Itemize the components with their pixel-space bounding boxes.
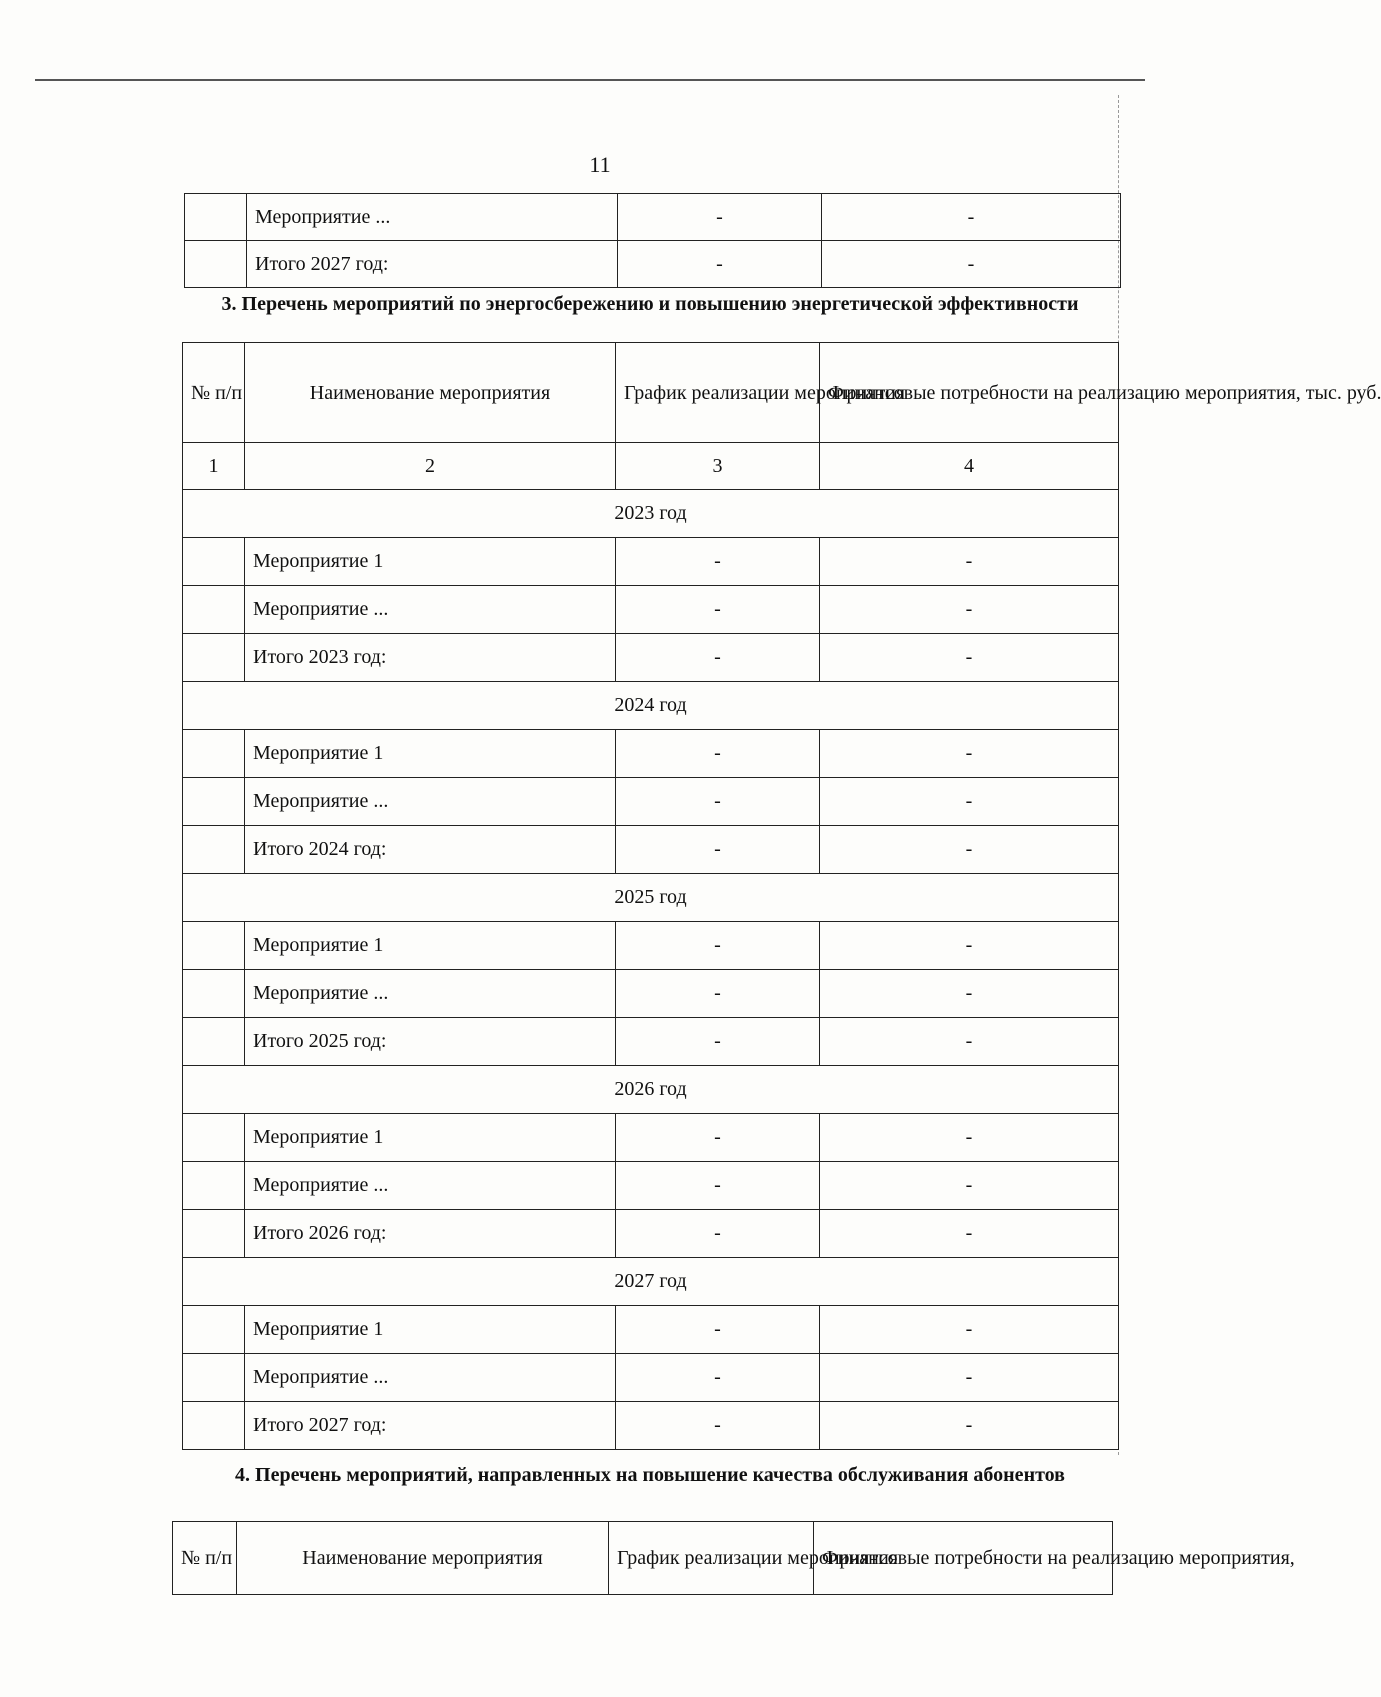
header-num: № п/п: [183, 343, 245, 443]
schedule-cell: -: [616, 922, 820, 970]
finance-cell: -: [820, 778, 1119, 826]
finance-cell: -: [820, 538, 1119, 586]
num-cell: [183, 1354, 245, 1402]
finance-cell: -: [820, 1114, 1119, 1162]
num-cell: [183, 1114, 245, 1162]
year-label: 2026 год: [183, 1066, 1119, 1114]
year-label: 2024 год: [183, 682, 1119, 730]
year-label: 2023 год: [183, 490, 1119, 538]
finance-cell: -: [820, 922, 1119, 970]
schedule-cell: -: [616, 1402, 820, 1450]
name-cell: Мероприятие 1: [245, 1114, 616, 1162]
header-finance: Финансовые потребности на реализацию мероприятия, тыс. руб.: [820, 343, 1119, 443]
name-cell: Итого 2026 год:: [245, 1210, 616, 1258]
table-row: [185, 194, 1121, 241]
schedule-cell: -: [616, 778, 820, 826]
schedule-cell: -: [616, 1354, 820, 1402]
name-cell: Мероприятие 1: [245, 1306, 616, 1354]
header-row: [183, 343, 1119, 443]
num-cell: [183, 1018, 245, 1066]
num-cell: [183, 1210, 245, 1258]
scan-top-line: [35, 79, 1145, 81]
name-cell: Итого 2023 год:: [245, 634, 616, 682]
col-number: 3: [616, 443, 820, 490]
table-row: [183, 1162, 1119, 1210]
schedule-cell: -: [618, 241, 822, 288]
header-schedule: График реализации мероприятия: [609, 1522, 814, 1595]
table-row: [185, 241, 1121, 288]
table-row: [183, 970, 1119, 1018]
schedule-cell: -: [618, 194, 822, 241]
finance-cell: -: [820, 730, 1119, 778]
schedule-cell: -: [616, 1018, 820, 1066]
schedule-cell: -: [616, 1114, 820, 1162]
year-row: [183, 682, 1119, 730]
finance-cell: -: [822, 241, 1121, 288]
num-cell: [183, 826, 245, 874]
num-cell: [183, 970, 245, 1018]
col-number: 2: [245, 443, 616, 490]
finance-cell: -: [820, 1210, 1119, 1258]
finance-cell: -: [820, 970, 1119, 1018]
name-cell: Мероприятие ...: [245, 970, 616, 1018]
name-cell: Мероприятие ...: [245, 586, 616, 634]
col-number: 4: [820, 443, 1119, 490]
year-row: [183, 490, 1119, 538]
schedule-cell: -: [616, 730, 820, 778]
continuation-table: [184, 193, 1121, 288]
num-cell: [183, 538, 245, 586]
header-name: Наименование мероприятия: [237, 1522, 609, 1595]
table-row: [183, 1018, 1119, 1066]
num-cell: [185, 241, 247, 288]
name-cell: Мероприятие 1: [245, 730, 616, 778]
year-row: [183, 1066, 1119, 1114]
year-label: 2027 год: [183, 1258, 1119, 1306]
table-row: [183, 1402, 1119, 1450]
num-cell: [183, 1306, 245, 1354]
table-row: [183, 1354, 1119, 1402]
table-row: [183, 922, 1119, 970]
schedule-cell: -: [616, 586, 820, 634]
finance-cell: -: [820, 586, 1119, 634]
col-number: 1: [183, 443, 245, 490]
name-cell: Итого 2025 год:: [245, 1018, 616, 1066]
num-cell: [183, 1162, 245, 1210]
table-row: [183, 1114, 1119, 1162]
num-cell: [183, 634, 245, 682]
section-4-table: [172, 1521, 1295, 1595]
finance-cell: -: [820, 1018, 1119, 1066]
finance-cell: -: [820, 1306, 1119, 1354]
column-number-row: [183, 443, 1119, 490]
schedule-cell: -: [616, 826, 820, 874]
year-row: [183, 874, 1119, 922]
num-cell: [183, 778, 245, 826]
name-cell: Мероприятие ...: [247, 194, 618, 241]
section-3-title: 3. Перечень мероприятий по энергосбережению и повышению энергетической эффективности: [221, 293, 1079, 315]
finance-cell: -: [820, 634, 1119, 682]
header-row: [173, 1522, 1113, 1595]
name-cell: Мероприятие ...: [245, 1162, 616, 1210]
num-cell: [183, 730, 245, 778]
name-cell: Итого 2027 год:: [245, 1402, 616, 1450]
name-cell: Мероприятие ...: [245, 778, 616, 826]
schedule-cell: -: [616, 970, 820, 1018]
table-row: [183, 1306, 1119, 1354]
table-row: [183, 826, 1119, 874]
year-row: [183, 1258, 1119, 1306]
finance-cell: -: [820, 826, 1119, 874]
table-row: [183, 778, 1119, 826]
schedule-cell: -: [616, 1306, 820, 1354]
schedule-cell: -: [616, 538, 820, 586]
num-cell: [183, 1402, 245, 1450]
header-finance: Финансовые потребности на реализацию мероприятия,: [814, 1522, 1113, 1595]
schedule-cell: -: [616, 1162, 820, 1210]
schedule-cell: -: [616, 1210, 820, 1258]
table-row: [183, 730, 1119, 778]
table-row: [183, 1210, 1119, 1258]
table-row: [183, 586, 1119, 634]
name-cell: Итого 2024 год:: [245, 826, 616, 874]
section-3-table: [182, 342, 1381, 1450]
finance-cell: -: [822, 194, 1121, 241]
num-cell: [183, 922, 245, 970]
name-cell: Мероприятие 1: [245, 922, 616, 970]
num-cell: [183, 586, 245, 634]
num-cell: [185, 194, 247, 241]
finance-cell: -: [820, 1354, 1119, 1402]
table-row: [183, 538, 1119, 586]
name-cell: Мероприятие 1: [245, 538, 616, 586]
page-number: 11: [589, 152, 611, 177]
year-label: 2025 год: [183, 874, 1119, 922]
finance-cell: -: [820, 1402, 1119, 1450]
header-name: Наименование мероприятия: [245, 343, 616, 443]
table-row: [183, 634, 1119, 682]
header-schedule: График реализации мероприятия: [616, 343, 820, 443]
finance-cell: -: [820, 1162, 1119, 1210]
name-cell: Итого 2027 год:: [247, 241, 618, 288]
name-cell: Мероприятие ...: [245, 1354, 616, 1402]
header-num: № п/п: [173, 1522, 237, 1595]
section-4-title: 4. Перечень мероприятий, направленных на повышение качества обслуживания абонентов: [235, 1464, 1065, 1486]
schedule-cell: -: [616, 634, 820, 682]
